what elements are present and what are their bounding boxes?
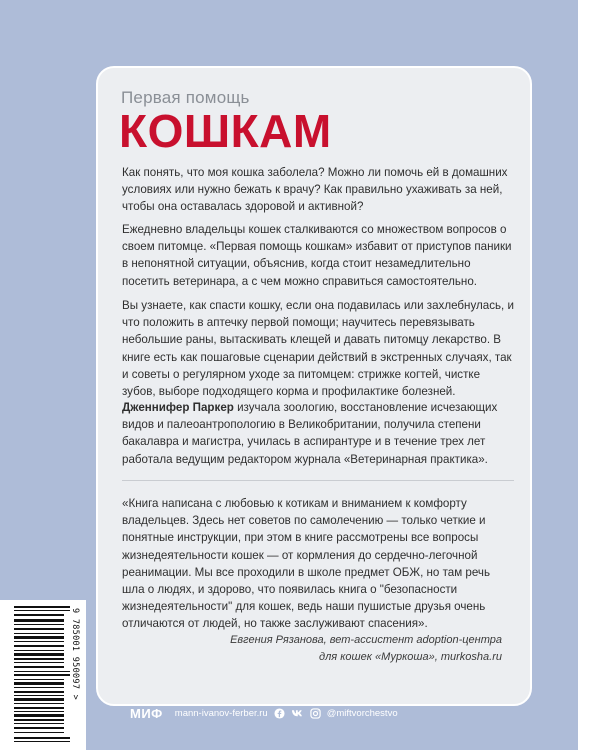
attribution-line-1: Евгения Рязанова, вет-ассистент adoption-центра — [230, 634, 502, 646]
review-quote: «Книга написана с любовью к котикам и вниманием к комфорту владельцев. Здесь нет советов по самолечению — только четкие и понятные инструкции, при этом в книге рассмотрены все вопросы жизнедеятельности кошек — от кормления до сердечно-легочной реанимации. Мы все проходили в школе предмет ОБЖ, но там речь шла о людях, и здорово, что появилась книга о "безопасности жизнедеятельности" для кошек, ведь наши пушистые друзья очень отличаются от людей, но также заслуживают спасения». — [122, 497, 491, 631]
author-bio-text: изучала зоологию, восстановление исчезающих видов и палеоантропологию в Великобритании, получила степени бакалавра и магистра, училась в аспирантуре и в течение трех лет работала ведущим редактором журнала «Ветеринарная практика». — [122, 401, 498, 466]
paragraph-contents: Вы узнаете, как спасти кошку, если она подавилась или захлебнулась, и что положить в аптечку первой помощи; научитесь перевязывать небольшие раны, вытаскивать клещей и давать питомцу лекарство. В книге есть как пошаговые сценарии действий в экстренных случаях, так и советы о регулярном уходе за питомцем: стрижке когтей, чистке зубов, выборе подходящего корма и профилактике болезней. — [122, 299, 514, 399]
isbn-number: 9 785001 950097 > — [70, 608, 80, 701]
attribution-line-2: для кошек «Муркоша», murkosha.ru — [319, 651, 502, 663]
instagram-icon[interactable] — [310, 708, 321, 719]
paragraph-description: Ежедневно владельцы кошек сталкиваются со множеством вопросов о своем питомце. «Первая помощь кошкам» избавит от приступов паники в непонятной ситуации, объяснив, когда стоит незамедлительно посетить ветеринара, а с чем можно справиться самостоятельно. — [122, 223, 512, 288]
publisher-site[interactable]: mann-ivanov-ferber.ru — [174, 708, 268, 719]
book-title: КОШКАМ — [119, 105, 332, 157]
book-subtitle: Первая помощь — [121, 88, 250, 107]
author-name: Дженнифер Паркер — [122, 401, 234, 414]
paragraph-intro: Как понять, что моя кошка заболела? Можно ли помочь ей в домашних условиях или нужно бежать к врачу? Как правильно ухаживать за ней, чтобы она оставалась здоровой и активной? — [122, 166, 508, 214]
facebook-icon[interactable] — [274, 708, 285, 719]
publisher-footer — [130, 706, 398, 721]
publisher-logo: МИФ — [130, 706, 163, 721]
vk-icon[interactable] — [291, 709, 304, 718]
review-attribution — [230, 632, 502, 666]
barcode — [0, 600, 86, 750]
author-bio — [122, 399, 514, 468]
publisher-social-handle[interactable]: @miftvorchestvo — [326, 708, 398, 719]
barcode-bars — [14, 606, 70, 744]
divider — [122, 480, 514, 481]
